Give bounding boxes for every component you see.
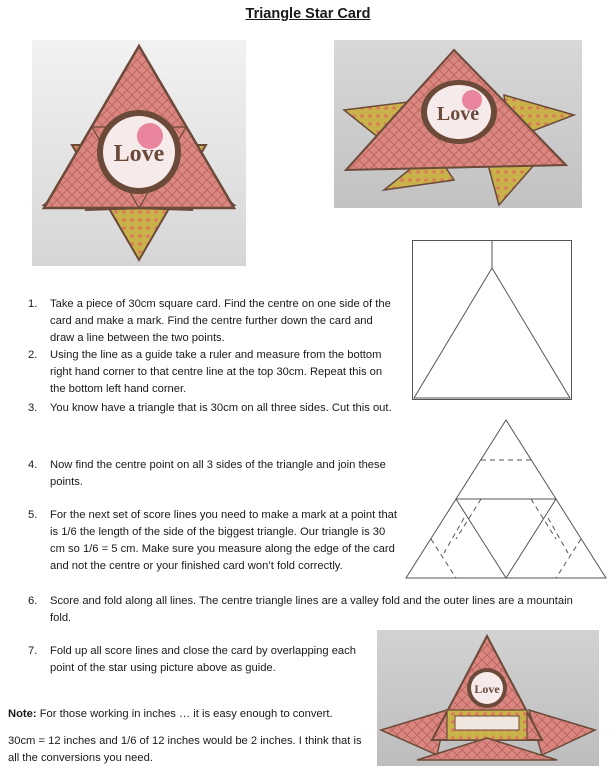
page-title: Triangle Star Card <box>245 6 371 22</box>
note-label: Note: <box>8 708 37 720</box>
step-7: 7. Fold up all score lines and close the card by overlapping each point of the star using picture above as guide. <box>28 645 356 674</box>
step-3: 3. You know have a triangle that is 30cm on all three sides. Cut this out. <box>28 402 392 414</box>
note-text: For those working in inches … it is easy enough to convert. <box>36 708 333 720</box>
star-card-angled-photo <box>334 40 582 208</box>
note-paragraph <box>8 706 368 723</box>
folded-card-photo <box>377 630 599 766</box>
conversion-paragraph: 30cm = 12 inches and 1/6 of 12 inches would be 2 inches. I think that is all the conversions you need. <box>8 735 362 764</box>
square-triangle-diagram <box>412 240 572 400</box>
step-4: 4. Now find the centre point on all 3 sides of the triangle and join these points. <box>28 459 386 488</box>
love-text: Love <box>474 682 500 696</box>
score-lines-triangle-diagram <box>404 418 608 580</box>
step-5: 5. For the next set of score lines you need to make a mark at a point that is 1/6 the length of the side of the biggest triangle. Our triangle is 30 cm so 1/6 = 5 cm. Make sure you measure along the edge of the card and not the centre or your finished card won’t fold correctly. <box>28 509 397 572</box>
step-2: 2. Using the line as a guide take a ruler and measure from the bottom right hand corner to that centre line at the top 30cm. Repeat this on the bottom left hand corner. <box>28 349 383 395</box>
love-text: Love <box>113 141 165 167</box>
star-card-front-photo <box>32 40 246 266</box>
step-6: 6. Score and fold along all lines. The centre triangle lines are a valley fold and the outer lines are a mountain fold. <box>28 595 573 624</box>
step-1: 1. Take a piece of 30cm square card. Find the centre on one side of the card and make a mark. Find the centre further down the card and draw a line between the two points. <box>28 298 391 344</box>
love-text: Love <box>436 103 480 125</box>
